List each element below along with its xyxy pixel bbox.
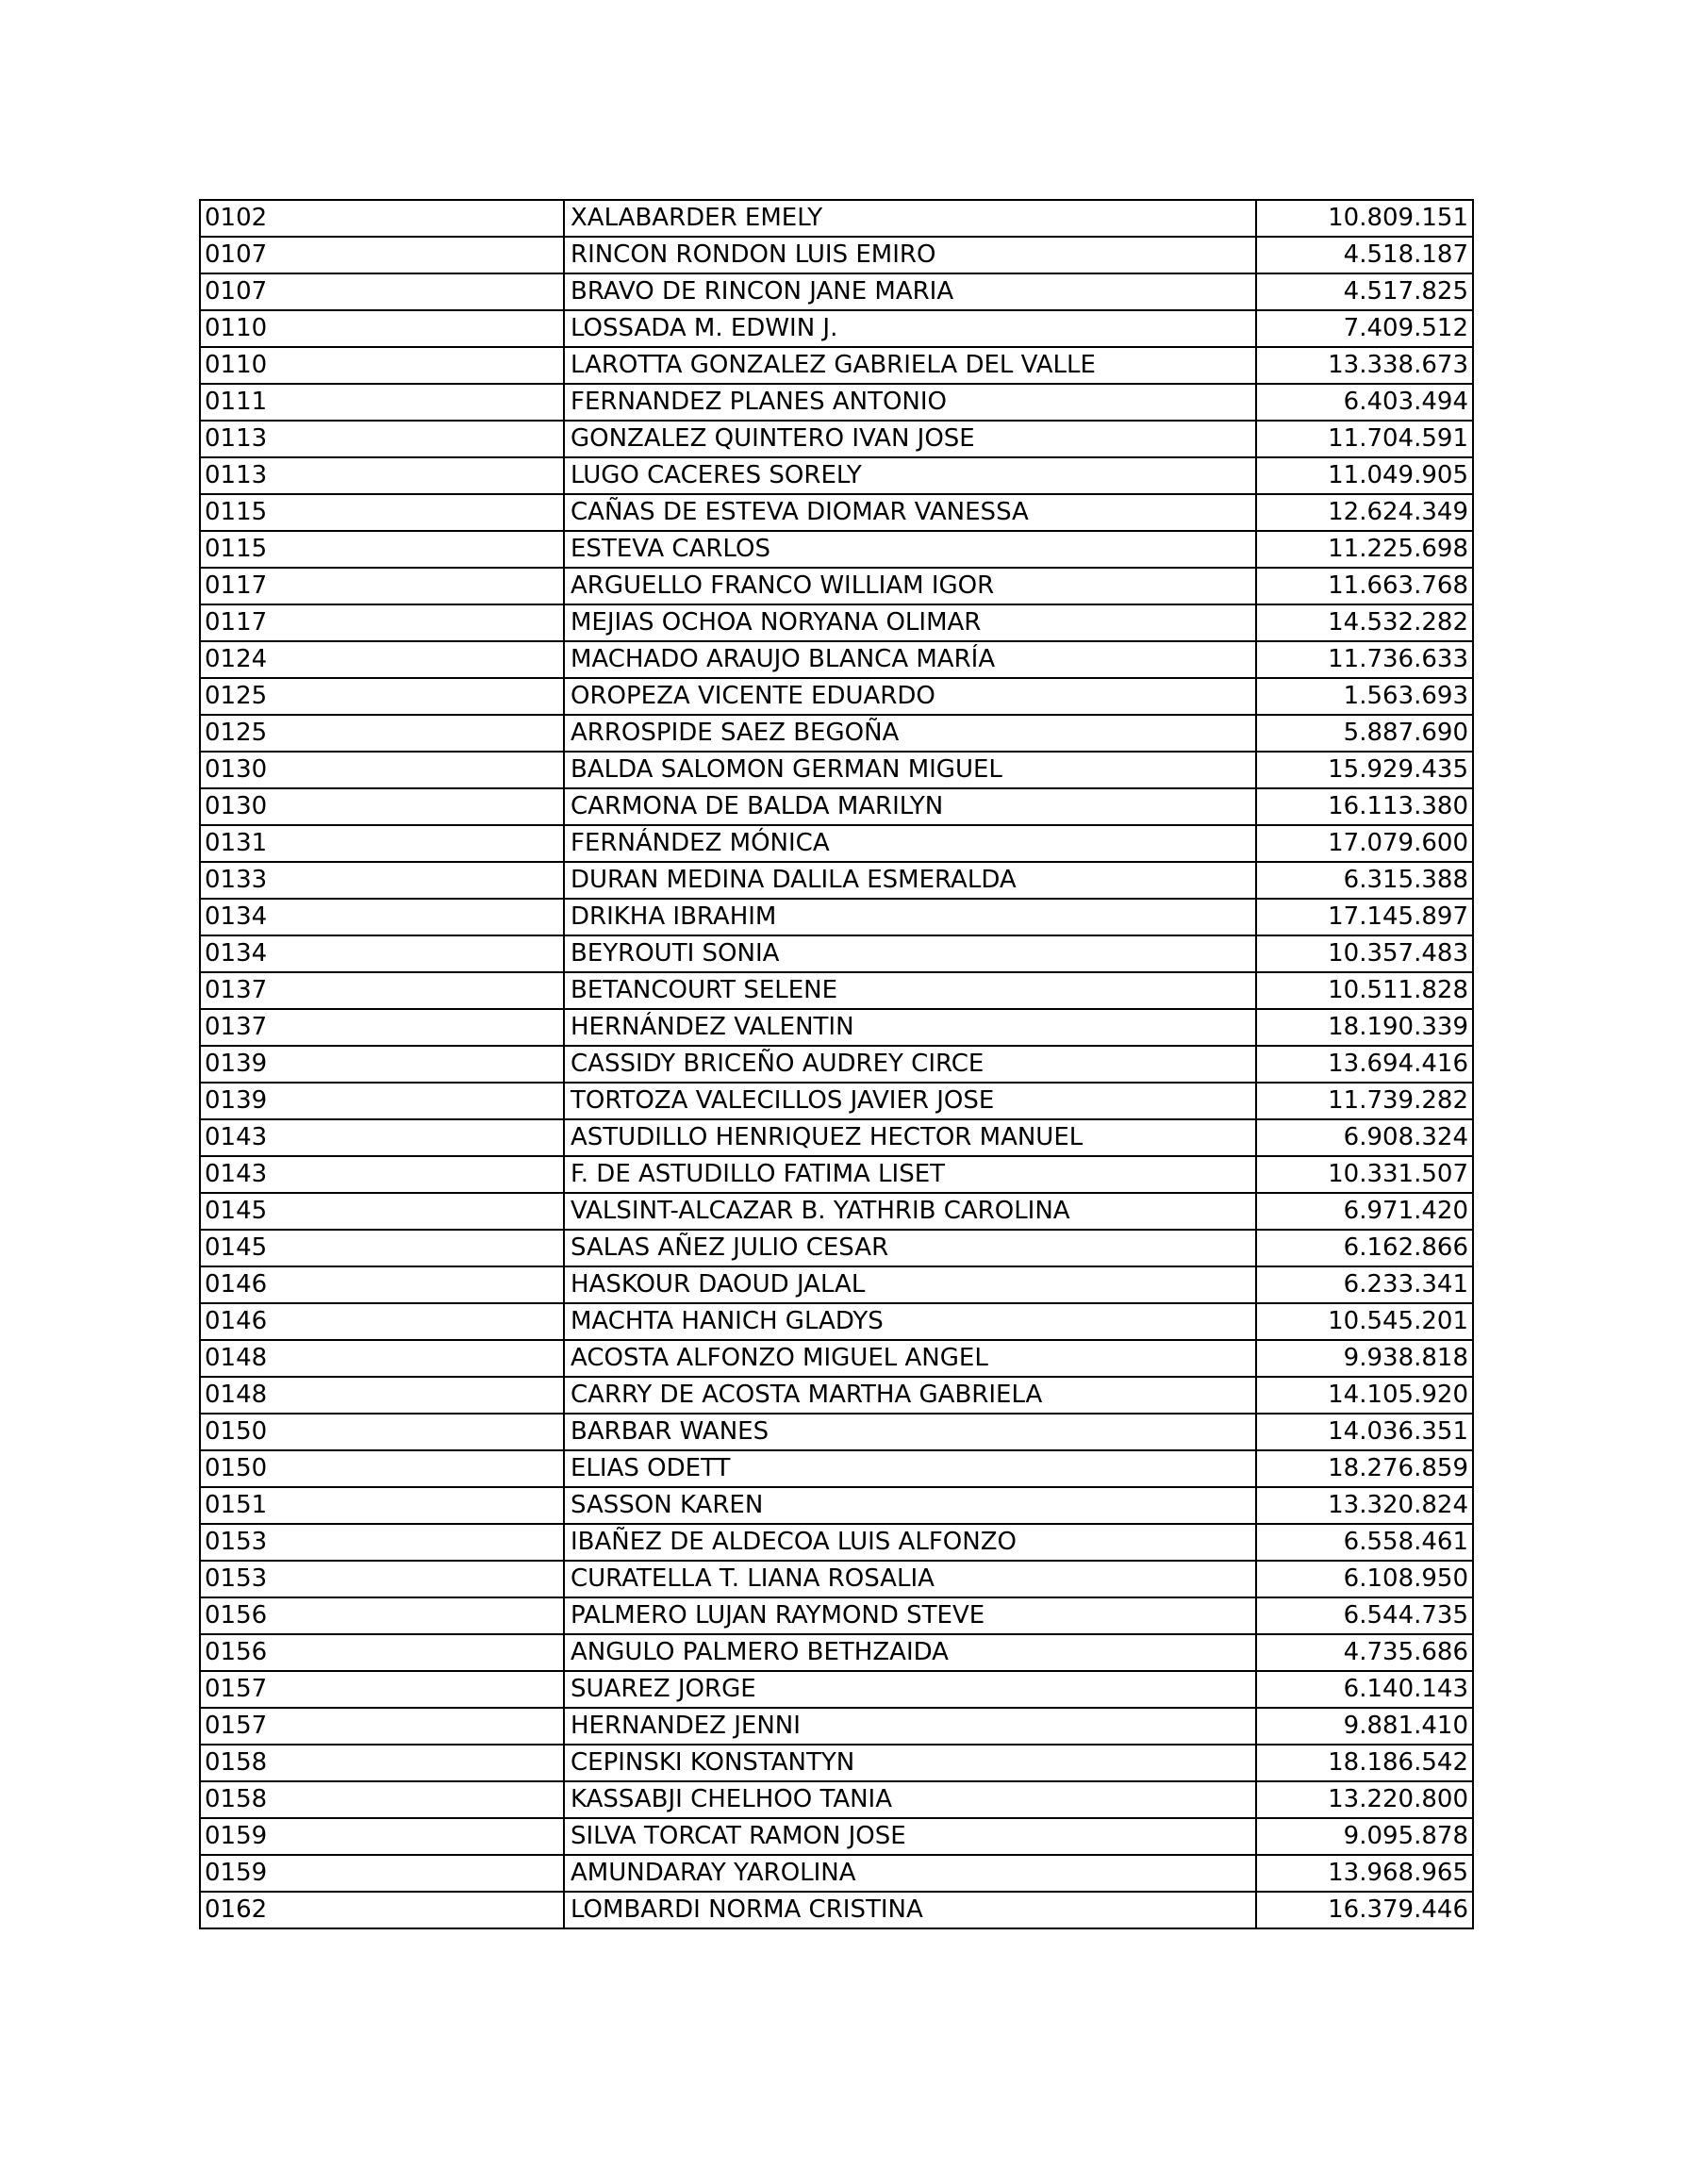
name-cell: CARRY DE ACOSTA MARTHA GABRIELA — [564, 1377, 1256, 1414]
code-cell: 0110 — [200, 310, 564, 347]
amount-cell: 13.338.673 — [1256, 347, 1473, 384]
code-cell: 0110 — [200, 347, 564, 384]
table-row — [200, 972, 1473, 1009]
table-row — [200, 1597, 1473, 1634]
amount-cell: 11.049.905 — [1256, 457, 1473, 494]
name-cell: TORTOZA VALECILLOS JAVIER JOSE — [564, 1083, 1256, 1119]
name-cell: MEJIAS OCHOA NORYANA OLIMAR — [564, 604, 1256, 641]
amount-cell: 15.929.435 — [1256, 752, 1473, 788]
table-row — [200, 1634, 1473, 1671]
table-row — [200, 641, 1473, 678]
name-cell: MACHADO ARAUJO BLANCA MARÍA — [564, 641, 1256, 678]
amount-cell: 14.036.351 — [1256, 1414, 1473, 1450]
code-cell: 0157 — [200, 1708, 564, 1745]
code-cell: 0137 — [200, 1009, 564, 1046]
name-cell: ACOSTA ALFONZO MIGUEL ANGEL — [564, 1340, 1256, 1377]
table-row — [200, 1561, 1473, 1597]
code-cell: 0102 — [200, 200, 564, 237]
name-cell: CARMONA DE BALDA MARILYN — [564, 788, 1256, 825]
name-cell: ELIAS ODETT — [564, 1450, 1256, 1487]
code-cell: 0156 — [200, 1634, 564, 1671]
amount-cell: 6.162.866 — [1256, 1230, 1473, 1266]
amount-cell: 10.809.151 — [1256, 200, 1473, 237]
table-row — [200, 1009, 1473, 1046]
table-row — [200, 1855, 1473, 1892]
name-cell: BARBAR WANES — [564, 1414, 1256, 1450]
code-cell: 0146 — [200, 1266, 564, 1303]
amount-cell: 11.739.282 — [1256, 1083, 1473, 1119]
name-cell: LAROTTA GONZALEZ GABRIELA DEL VALLE — [564, 347, 1256, 384]
code-cell: 0139 — [200, 1046, 564, 1083]
code-cell: 0130 — [200, 752, 564, 788]
table-row — [200, 1524, 1473, 1561]
name-cell: FERNÁNDEZ MÓNICA — [564, 825, 1256, 862]
name-cell: HASKOUR DAOUD JALAL — [564, 1266, 1256, 1303]
name-cell: LUGO CACERES SORELY — [564, 457, 1256, 494]
name-cell: DURAN MEDINA DALILA ESMERALDA — [564, 862, 1256, 899]
code-cell: 0148 — [200, 1377, 564, 1414]
table-row — [200, 1266, 1473, 1303]
amount-cell: 13.968.965 — [1256, 1855, 1473, 1892]
code-cell: 0125 — [200, 678, 564, 715]
name-cell: BRAVO DE RINCON JANE MARIA — [564, 273, 1256, 310]
name-cell: IBAÑEZ DE ALDECOA LUIS ALFONZO — [564, 1524, 1256, 1561]
name-cell: ARGUELLO FRANCO WILLIAM IGOR — [564, 568, 1256, 604]
name-cell: ESTEVA CARLOS — [564, 531, 1256, 568]
code-cell: 0111 — [200, 384, 564, 421]
name-cell: CASSIDY BRICEÑO AUDREY CIRCE — [564, 1046, 1256, 1083]
amount-cell: 16.113.380 — [1256, 788, 1473, 825]
name-cell: KASSABJI CHELHOO TANIA — [564, 1781, 1256, 1818]
code-cell: 0134 — [200, 935, 564, 972]
table-row — [200, 1156, 1473, 1193]
table-row — [200, 494, 1473, 531]
amount-cell: 14.532.282 — [1256, 604, 1473, 641]
amount-cell: 6.315.388 — [1256, 862, 1473, 899]
table-row — [200, 1414, 1473, 1450]
table-row — [200, 1487, 1473, 1524]
amount-cell: 11.225.698 — [1256, 531, 1473, 568]
code-cell: 0139 — [200, 1083, 564, 1119]
code-cell: 0113 — [200, 457, 564, 494]
code-cell: 0159 — [200, 1818, 564, 1855]
amount-cell: 11.736.633 — [1256, 641, 1473, 678]
amount-cell: 6.140.143 — [1256, 1671, 1473, 1708]
name-cell: ARROSPIDE SAEZ BEGOÑA — [564, 715, 1256, 752]
table-row — [200, 1046, 1473, 1083]
code-cell: 0113 — [200, 421, 564, 457]
amount-cell: 7.409.512 — [1256, 310, 1473, 347]
table-row — [200, 1377, 1473, 1414]
name-cell: GONZALEZ QUINTERO IVAN JOSE — [564, 421, 1256, 457]
amount-cell: 18.186.542 — [1256, 1745, 1473, 1781]
name-cell: XALABARDER EMELY — [564, 200, 1256, 237]
table-row — [200, 273, 1473, 310]
amount-cell: 1.563.693 — [1256, 678, 1473, 715]
table-row — [200, 1818, 1473, 1855]
table-row — [200, 825, 1473, 862]
amount-cell: 18.276.859 — [1256, 1450, 1473, 1487]
amount-cell: 10.545.201 — [1256, 1303, 1473, 1340]
name-cell: RINCON RONDON LUIS EMIRO — [564, 237, 1256, 273]
table-row — [200, 935, 1473, 972]
table-row — [200, 457, 1473, 494]
code-cell: 0125 — [200, 715, 564, 752]
table-row — [200, 752, 1473, 788]
code-cell: 0131 — [200, 825, 564, 862]
name-cell: BEYROUTI SONIA — [564, 935, 1256, 972]
code-cell: 0117 — [200, 568, 564, 604]
code-cell: 0137 — [200, 972, 564, 1009]
name-cell: CURATELLA T. LIANA ROSALIA — [564, 1561, 1256, 1597]
table-row — [200, 421, 1473, 457]
table-row — [200, 1708, 1473, 1745]
name-cell: PALMERO LUJAN RAYMOND STEVE — [564, 1597, 1256, 1634]
table-row — [200, 200, 1473, 237]
name-cell: CAÑAS DE ESTEVA DIOMAR VANESSA — [564, 494, 1256, 531]
code-cell: 0143 — [200, 1156, 564, 1193]
name-cell: ASTUDILLO HENRIQUEZ HECTOR MANUEL — [564, 1119, 1256, 1156]
amount-cell: 11.704.591 — [1256, 421, 1473, 457]
amount-cell: 6.108.950 — [1256, 1561, 1473, 1597]
code-cell: 0150 — [200, 1450, 564, 1487]
records-table-body — [200, 200, 1473, 1928]
name-cell: LOSSADA M. EDWIN J. — [564, 310, 1256, 347]
name-cell: SALAS AÑEZ JULIO CESAR — [564, 1230, 1256, 1266]
amount-cell: 6.971.420 — [1256, 1193, 1473, 1230]
name-cell: SASSON KAREN — [564, 1487, 1256, 1524]
code-cell: 0143 — [200, 1119, 564, 1156]
code-cell: 0148 — [200, 1340, 564, 1377]
table-row — [200, 678, 1473, 715]
amount-cell: 4.735.686 — [1256, 1634, 1473, 1671]
amount-cell: 10.331.507 — [1256, 1156, 1473, 1193]
name-cell: OROPEZA VICENTE EDUARDO — [564, 678, 1256, 715]
amount-cell: 11.663.768 — [1256, 568, 1473, 604]
code-cell: 0145 — [200, 1193, 564, 1230]
name-cell: SUAREZ JORGE — [564, 1671, 1256, 1708]
code-cell: 0151 — [200, 1487, 564, 1524]
table-row — [200, 1671, 1473, 1708]
table-row — [200, 347, 1473, 384]
amount-cell: 14.105.920 — [1256, 1377, 1473, 1414]
amount-cell: 13.220.800 — [1256, 1781, 1473, 1818]
name-cell: BETANCOURT SELENE — [564, 972, 1256, 1009]
amount-cell: 13.320.824 — [1256, 1487, 1473, 1524]
records-table — [199, 199, 1474, 1929]
amount-cell: 10.511.828 — [1256, 972, 1473, 1009]
table-row — [200, 1230, 1473, 1266]
amount-cell: 4.518.187 — [1256, 237, 1473, 273]
table-row — [200, 384, 1473, 421]
code-cell: 0158 — [200, 1781, 564, 1818]
table-row — [200, 862, 1473, 899]
amount-cell: 6.558.461 — [1256, 1524, 1473, 1561]
table-row — [200, 568, 1473, 604]
code-cell: 0145 — [200, 1230, 564, 1266]
name-cell: HERNANDEZ JENNI — [564, 1708, 1256, 1745]
amount-cell: 18.190.339 — [1256, 1009, 1473, 1046]
amount-cell: 6.544.735 — [1256, 1597, 1473, 1634]
table-row — [200, 310, 1473, 347]
table-row — [200, 1303, 1473, 1340]
table-row — [200, 1450, 1473, 1487]
table-row — [200, 1083, 1473, 1119]
code-cell: 0162 — [200, 1892, 564, 1928]
amount-cell: 9.938.818 — [1256, 1340, 1473, 1377]
amount-cell: 16.379.446 — [1256, 1892, 1473, 1928]
amount-cell: 9.881.410 — [1256, 1708, 1473, 1745]
table-row — [200, 531, 1473, 568]
amount-cell: 13.694.416 — [1256, 1046, 1473, 1083]
table-row — [200, 1193, 1473, 1230]
table-row — [200, 1119, 1473, 1156]
code-cell: 0124 — [200, 641, 564, 678]
name-cell: SILVA TORCAT RAMON JOSE — [564, 1818, 1256, 1855]
code-cell: 0133 — [200, 862, 564, 899]
amount-cell: 12.624.349 — [1256, 494, 1473, 531]
name-cell: AMUNDARAY YAROLINA — [564, 1855, 1256, 1892]
amount-cell: 6.908.324 — [1256, 1119, 1473, 1156]
amount-cell: 17.079.600 — [1256, 825, 1473, 862]
code-cell: 0130 — [200, 788, 564, 825]
table-row — [200, 604, 1473, 641]
amount-cell: 5.887.690 — [1256, 715, 1473, 752]
code-cell: 0159 — [200, 1855, 564, 1892]
table-row — [200, 1892, 1473, 1928]
code-cell: 0146 — [200, 1303, 564, 1340]
amount-cell: 10.357.483 — [1256, 935, 1473, 972]
name-cell: HERNÁNDEZ VALENTIN — [564, 1009, 1256, 1046]
table-row — [200, 1340, 1473, 1377]
code-cell: 0115 — [200, 494, 564, 531]
code-cell: 0150 — [200, 1414, 564, 1450]
table-row — [200, 899, 1473, 935]
code-cell: 0157 — [200, 1671, 564, 1708]
code-cell: 0153 — [200, 1561, 564, 1597]
name-cell: MACHTA HANICH GLADYS — [564, 1303, 1256, 1340]
table-row — [200, 237, 1473, 273]
table-row — [200, 788, 1473, 825]
code-cell: 0115 — [200, 531, 564, 568]
amount-cell: 17.145.897 — [1256, 899, 1473, 935]
code-cell: 0107 — [200, 237, 564, 273]
table-row — [200, 715, 1473, 752]
name-cell: LOMBARDI NORMA CRISTINA — [564, 1892, 1256, 1928]
name-cell: ANGULO PALMERO BETHZAIDA — [564, 1634, 1256, 1671]
name-cell: VALSINT-ALCAZAR B. YATHRIB CAROLINA — [564, 1193, 1256, 1230]
code-cell: 0134 — [200, 899, 564, 935]
name-cell: F. DE ASTUDILLO FATIMA LISET — [564, 1156, 1256, 1193]
amount-cell: 9.095.878 — [1256, 1818, 1473, 1855]
name-cell: DRIKHA IBRAHIM — [564, 899, 1256, 935]
table-row — [200, 1745, 1473, 1781]
code-cell: 0158 — [200, 1745, 564, 1781]
name-cell: BALDA SALOMON GERMAN MIGUEL — [564, 752, 1256, 788]
amount-cell: 6.403.494 — [1256, 384, 1473, 421]
code-cell: 0153 — [200, 1524, 564, 1561]
amount-cell: 6.233.341 — [1256, 1266, 1473, 1303]
amount-cell: 4.517.825 — [1256, 273, 1473, 310]
name-cell: CEPINSKI KONSTANTYN — [564, 1745, 1256, 1781]
table-row — [200, 1781, 1473, 1818]
name-cell: FERNANDEZ PLANES ANTONIO — [564, 384, 1256, 421]
code-cell: 0107 — [200, 273, 564, 310]
code-cell: 0117 — [200, 604, 564, 641]
code-cell: 0156 — [200, 1597, 564, 1634]
